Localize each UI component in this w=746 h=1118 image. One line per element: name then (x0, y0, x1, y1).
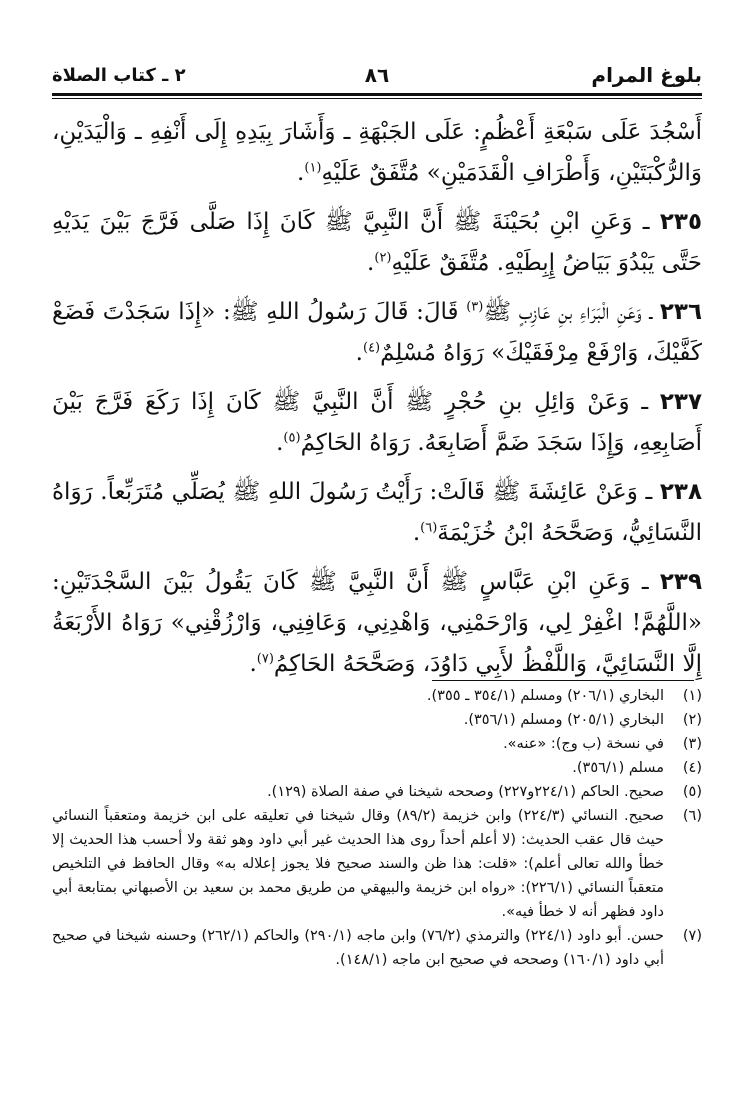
footnote-number: (٥) (682, 784, 702, 800)
footnote-text: البخاري (٢٠٦/١) ومسلم (٣٥٤/١ ـ ٣٥٥). (426, 688, 664, 704)
hadith-number: ٢٣٦ (659, 299, 702, 325)
footnote-ref: (١) (304, 160, 322, 176)
footnote-ref: (٤) (362, 340, 381, 356)
hadith-number: ٢٣٥ (659, 209, 702, 235)
book-title: بلوغ المرام (591, 63, 702, 87)
footnote-ref: (٢) (374, 250, 392, 266)
hadith-number: ٢٣٨ (659, 479, 702, 505)
footnote (52, 684, 702, 708)
main-text (52, 112, 702, 693)
footnote-number: (١) (682, 688, 702, 704)
footnote (52, 756, 702, 780)
footnote-number: (٣) (682, 736, 702, 752)
hadith-number: ٢٣٧ (659, 389, 702, 415)
hadith-paragraph: ٢٣٨ ـ وَعَنْ عَائِشَةَ ﷺ قَالَتْ: رَأَيْتُ رَسُولَ اللهِ ﷺ يُصَلِّي مُتَرَبِّعاً. رَوَاهُ النَّسَائِيُّ، وَصَحَّحَهُ ابْنُ خُزَيْمَةَ$^{(٦)}$. (52, 479, 702, 546)
footnote-ref: (٣) (466, 299, 484, 315)
footnote-number: (٧) (682, 928, 702, 944)
hadith-paragraph: ٢٣٥ ـ وَعَنِ ابْنِ بُحَيْنَةَ ﷺ أَنَّ النَّبِيَّ ﷺ كَانَ إِذَا صَلَّى فَرَّجَ بَيْنَ يَدَيْهِ حَتَّى يَبْدُوَ بَيَاضُ إِبِطَيْهِ. مُتَّفَقٌ عَلَيْهِ$^{(٢)}$. (52, 209, 702, 276)
header-rule (52, 93, 702, 99)
page-number: ٨٦ (364, 63, 390, 87)
footnote-text: في نسخة (ب وج): «عنه». (503, 736, 664, 752)
footnote-ref: (٥) (283, 430, 301, 446)
footnote-number: (٤) (682, 760, 702, 776)
footnote-ref: (٦) (420, 520, 438, 536)
footnotes (52, 684, 702, 972)
footnote-text: مسلم (٣٥٦/١). (572, 760, 664, 776)
footnote-text: حسن. أبو داود (٢٢٤/١) والترمذي (٧٦/٢) وابن ماجه (٢٩٠/١) والحاكم (٢٦٢/١) وحسنه شيخنا في صحيح أبي داود (١٦٠/١) وصححه في صحيح ابن ماجه (١٤٨/١). (52, 928, 665, 968)
hadith-paragraph: ٢٣٩ ـ وَعَنِ ابْنِ عَبَّاسٍ ﷺ أَنَّ النَّبِيَّ ﷺ كَانَ يَقُولُ بَيْنَ السَّجْدَتَيْنِ: «اللَّهُمَّ! اغْفِرْ لِي، وَارْحَمْنِي، وَاهْدِنِي، وَعَافِنِي، وَارْزُقْنِي» رَوَاهُ الأَرْبَعَةُ إِلَّا النَّسَائِيَّ، وَاللَّفْظُ لأَبِي دَاوُدَ، وَصَحَّحَهُ الحَاكِمُ$^{(٧)}$. (52, 569, 702, 677)
footnote (52, 732, 702, 756)
footnote-ref: (٧) (256, 651, 274, 667)
footnote-text: البخاري (٢٠٥/١) ومسلم (٣٥٦/١). (463, 712, 664, 728)
footnote (52, 804, 702, 924)
footnote (52, 924, 702, 972)
footnote (52, 780, 702, 804)
hadith-number: ٢٣٩ (659, 569, 702, 595)
footnote-text: صحيح. الحاكم (٢٢٤/١و٢٢٧) وصححه شيخنا في صفة الصلاة (١٢٩). (267, 784, 664, 800)
footnote (52, 708, 702, 732)
hadith-paragraph: ٢٣٧ ـ وَعَنْ وَائِلِ بنِ حُجْرٍ ﷺ أَنَّ النَّبِيَّ ﷺ كَانَ إِذَا رَكَعَ فَرَّجَ بَيْنَ أَصَابِعِهِ، وَإِذَا سَجَدَ ضَمَّ أَصَابِعَهُ. رَوَاهُ الحَاكِمُ$^{(٥)}$. (52, 389, 702, 456)
chapter-title: ٢ ـ كتاب الصلاة (52, 64, 186, 86)
footnote-text: صحيح. النسائي (٢٢٤/٣) وابن خزيمة (٨٩/٢) وقال شيخنا في تعليقه على ابن خزيمة ومتعقباً النسائي حيث قال عقب الحديث: (لا أعلم أحداً روى هذا الحديث غير أبي داود وهو ثقة ولا أحسب هذا الحديث إلا خطأ والله تعالى أعلم): «قلت: هذا ظن والسند صحيح فلا يجوز إعلاله به» وقال الحافظ في التلخيص متعقباً النسائي (٢٢٦/١): «رواه ابن خزيمة والبيهقي من طريق محمد بن سعيد بن الأصبهاني بمتابعة أبي داود فظهر أنه لا خطأ فيه». (52, 808, 664, 920)
hadith-paragraph: أَسْجُدَ عَلَى سَبْعَةِ أَعْظُمٍ: عَلَى الجَبْهَةِ ـ وَأَشَارَ بِيَدِهِ إِلَى أَنْفِهِ ـ وَالْيَدَيْنِ، وَالرُّكْبَتَيْنِ، وَأَطْرَافِ الْقَدَمَيْنِ» مُتَّفَقٌ عَلَيْهِ$^{(١)}$. (52, 119, 702, 186)
hadith-paragraph: ٢٣٦ ـ وَعَنِ الْبَرَاءِ بنِ عَازِبٍ ﷺ$^{(٣)}$ قَالَ: قَالَ رَسُولُ اللهِ ﷺ: «إِذَا سَجَدْتَ فَضَعْ كَفَّيْكَ، وَارْفَعْ مِرْفَقَيْكَ» رَوَاهُ مُسْلِمٌ$^{(٤)}$. (52, 299, 702, 366)
footnote-number: (٢) (682, 712, 702, 728)
footnote-number: (٦) (682, 808, 702, 824)
footnote-separator (432, 680, 694, 681)
running-header (52, 58, 702, 92)
